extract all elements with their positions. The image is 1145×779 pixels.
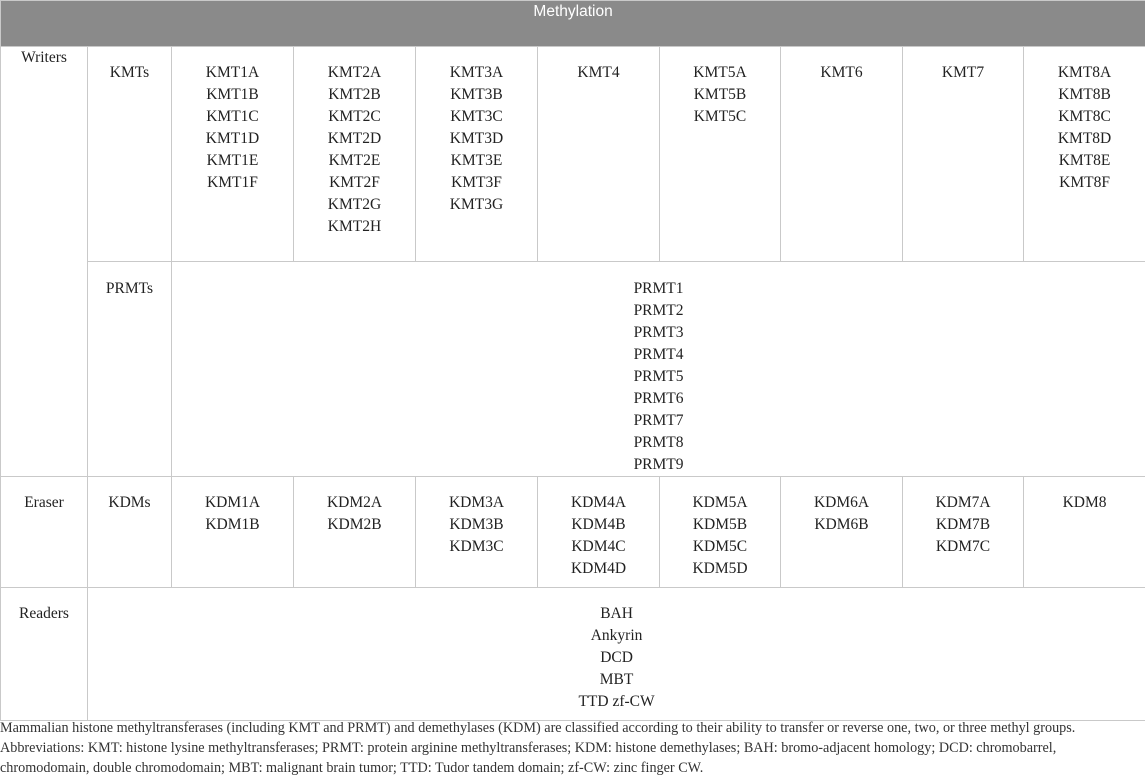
kdm-row [1,477,1145,588]
cell-entry: KMT2G [327,196,382,213]
cell-entry: KMT3F [451,174,502,191]
cell-entry: KDM5D [692,560,748,577]
cell-entry: KMT3C [450,108,503,125]
cell-entry: KMT3E [450,152,503,169]
kdm-group-cell [903,477,1024,588]
cell-entry: KMT1C [206,108,259,125]
cell-entry: TTD zf-CW [578,693,655,710]
footnote-description: Mammalian histone methyltransferases (including KMT and PRMT) and demethylases (KDM) are classified according to their ability to transfer or reverse one, two, or three methyl groups. [0,720,1076,736]
cell-entry: PRMT9 [633,456,684,473]
cell-entry: KMT5B [693,86,747,103]
cell-entry: KMT2H [327,218,382,235]
kdm-group-cell [172,477,294,588]
kmt-row [1,47,1145,262]
cell-entry: KMT5A [693,64,747,81]
kmt-group-cell [903,47,1024,262]
kmts-label: KMTs [88,47,172,262]
cell-entry: KDM4A [570,494,627,511]
cell-entry: KMT8E [1058,152,1111,169]
cell-entry: KDM3A [448,494,505,511]
cell-entry: KMT1F [207,174,258,191]
cell-entry: KMT2B [328,86,381,103]
kmt-group-cell [416,47,538,262]
readers-label: Readers [1,588,88,721]
cell-entry: KMT3A [449,64,504,81]
cell-entry: KDM1A [204,494,261,511]
footnote-abbreviations: Abbreviations: KMT: histone lysine methyltransferases; PRMT: protein arginine methyltransferases; KDM: histone demethylases; BAH: bromo-adjacent homology; DCD: chromobarrel, chromodomain, double chromodomain; MBT: malignant brain tumor; TTD: Tudor tandem domain; zf-CW: zinc finger CW. [0,740,1057,776]
cell-entry: KMT3B [450,86,503,103]
kmt-group-cell [538,47,660,262]
eraser-label: Eraser [1,477,88,588]
cell-entry: PRMT7 [633,412,684,429]
cell-entry: BAH [600,605,633,622]
cell-entry: KMT2D [327,130,382,147]
kdm-group-cell [538,477,660,588]
readers-list-cell [88,588,1145,721]
cell-entry: KDM7B [935,516,991,533]
kmt-group-cell [781,47,903,262]
cell-entry: KMT1A [205,64,260,81]
cell-entry: KDM3C [449,538,504,555]
cell-entry: KDM2B [327,516,382,533]
prmts-label: PRMTs [88,262,172,477]
cell-entry: KMT5C [693,108,747,125]
cell-entry: Ankyrin [590,627,643,644]
cell-entry: PRMT2 [633,302,684,319]
cell-entry: KMT4 [577,64,620,81]
cell-entry: KDM4C [571,538,626,555]
cell-entry: KMT2F [329,174,380,191]
kdm-group-cell [294,477,416,588]
kmt-group-cell [660,47,781,262]
cell-entry: KMT1E [206,152,259,169]
cell-entry: KMT2E [328,152,381,169]
kdm-group-cell [660,477,781,588]
kmt-group-cell [172,47,294,262]
prmt-row [1,262,1145,477]
cell-entry: DCD [600,649,633,666]
kmt-group-cell [1024,47,1145,262]
cell-entry: KDM5B [692,516,748,533]
cell-entry: KMT7 [941,64,985,81]
cell-entry: KDM5A [692,494,748,511]
cell-entry: KMT8C [1058,108,1111,125]
writers-label: Writers [1,47,88,477]
cell-entry: KMT1D [205,130,260,147]
cell-entry: KMT3D [449,130,504,147]
cell-entry: MBT [599,671,634,688]
cell-entry: KMT6 [820,64,863,81]
cell-entry: KMT2A [327,64,382,81]
cell-entry: KDM6A [813,494,870,511]
kmt-group-cell [294,47,416,262]
cell-entry: KMT8D [1057,130,1112,147]
cell-entry: KMT3G [449,196,504,213]
table-footnote [0,718,1140,778]
cell-entry: KDM5C [692,538,748,555]
cell-entry: KMT8B [1058,86,1111,103]
cell-entry: KDM1B [205,516,260,533]
kdm-group-cell [416,477,538,588]
kdms-label: KDMs [88,477,172,588]
cell-entry: KMT1B [206,86,259,103]
cell-entry: KDM3B [449,516,504,533]
cell-entry: PRMT5 [633,368,684,385]
cell-entry: PRMT8 [633,434,684,451]
readers-row [1,588,1145,721]
cell-entry: PRMT1 [633,280,684,297]
prmt-list-cell [172,262,1145,477]
cell-entry: KDM8 [1062,494,1107,511]
cell-entry: KMT8F [1059,174,1110,191]
cell-entry: KMT8A [1057,64,1112,81]
cell-entry: KDM7C [935,538,991,555]
cell-entry: PRMT6 [633,390,684,407]
cell-entry: KDM4B [571,516,626,533]
cell-entry: KDM2A [326,494,383,511]
cell-entry: PRMT3 [633,324,684,341]
cell-entry: KDM7A [935,494,991,511]
cell-entry: KDM6B [814,516,869,533]
kdm-group-cell [781,477,903,588]
cell-entry: KDM4D [570,560,627,577]
kdm-group-cell [1024,477,1145,588]
cell-entry: PRMT4 [633,346,684,363]
cell-entry: KMT2C [328,108,381,125]
table-title: Methylation [1,1,1145,47]
